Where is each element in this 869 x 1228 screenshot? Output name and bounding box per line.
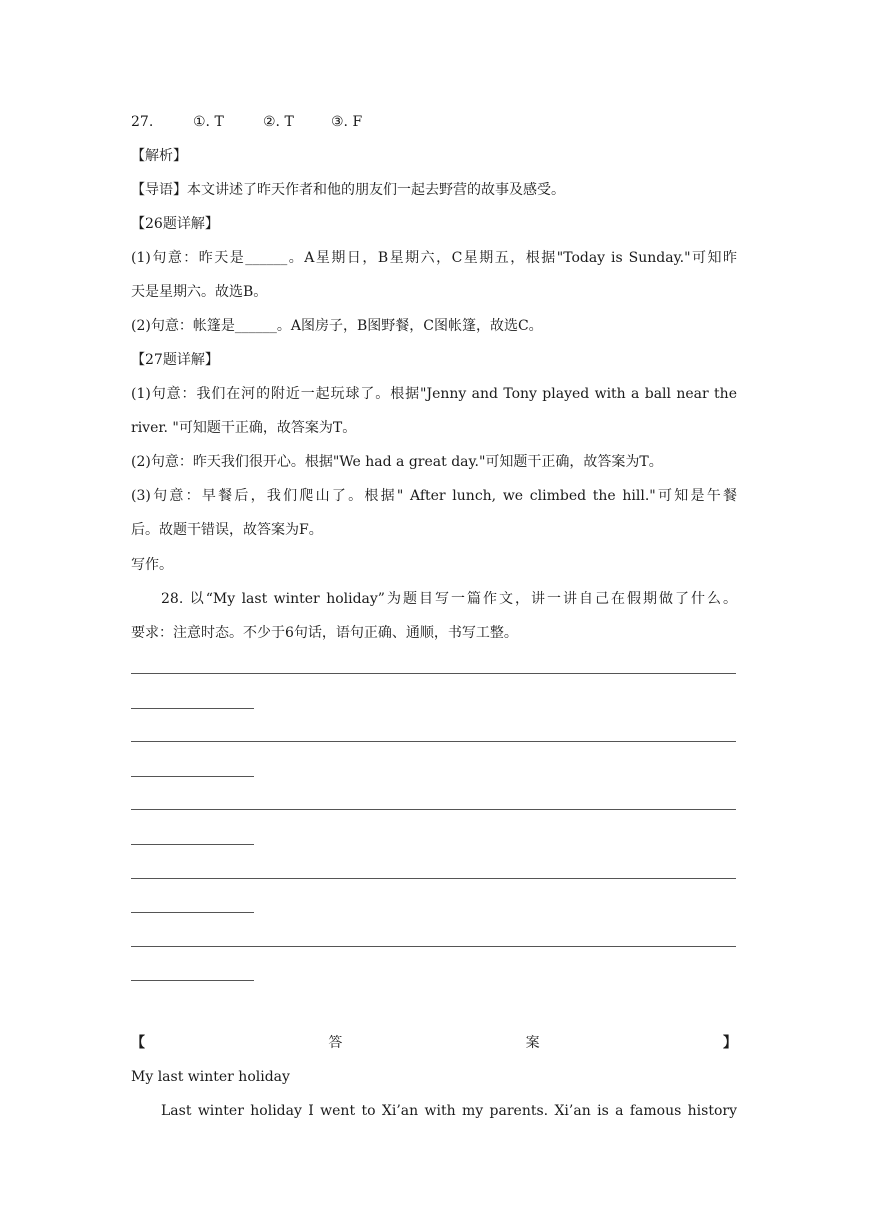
q26-part1-line1: (1)句意：昨天是______。A星期日，B星期六，C星期五，根据"Today is Sunday."可知昨 xyxy=(131,250,737,266)
essay-line-1: Last winter holiday I went to Xi’an with my parents. Xi’an is a famous history xyxy=(161,1103,737,1119)
q27-part3-line2: 后。故题干错误，故答案为F。 xyxy=(131,522,323,538)
writing-line xyxy=(131,980,254,981)
q27-part3-line1: (3)句意：早餐后，我们爬山了。根据" After lunch, we climbed the hill."可知是午餐 xyxy=(131,488,737,504)
writing-line xyxy=(131,673,736,674)
q27-answer-3: ③. F xyxy=(331,114,363,130)
q27-part1-line2: river. "可知题干正确，故答案为T。 xyxy=(131,420,357,436)
q26-part2: (2)句意：帐篷是______。A图房子，B图野餐，C图帐篷，故选C。 xyxy=(131,318,543,334)
q26-heading: 【26题详解】 xyxy=(131,216,219,232)
writing-line xyxy=(131,844,254,845)
q27-answer-2: ②. T xyxy=(263,114,294,130)
analysis-heading: 【解析】 xyxy=(131,148,187,164)
q27-answer-row xyxy=(131,112,737,132)
writing-line xyxy=(131,809,736,810)
answer-heading-close: 】 xyxy=(722,1035,737,1051)
answer-heading-char1: 答 xyxy=(328,1035,343,1051)
writing-line xyxy=(131,708,254,709)
q27-part1-line1: (1)句意：我们在河的附近一起玩球了。根据"Jenny and Tony played with a ball near the xyxy=(131,386,737,402)
answer-heading-open: 【 xyxy=(131,1035,145,1051)
q27-number: 27. xyxy=(131,114,154,130)
essay-title: My last winter holiday xyxy=(131,1069,290,1085)
q28-prompt-line1: 28. 以“My last winter holiday”为题目写一篇作文，讲一讲自己在假期做了什么。 xyxy=(161,591,737,607)
writing-line xyxy=(131,741,736,742)
answer-heading xyxy=(131,1033,737,1053)
q27-answer-1: ①. T xyxy=(193,114,224,130)
q28-prompt-line2: 要求：注意时态。不少于6句话，语句正确、通顺，书写工整。 xyxy=(131,625,518,641)
q26-part1-line2: 天是星期六。故选B。 xyxy=(131,284,268,300)
writing-line xyxy=(131,946,736,947)
q27-heading: 【27题详解】 xyxy=(131,352,219,368)
writing-line xyxy=(131,878,736,879)
writing-heading: 写作。 xyxy=(131,557,173,573)
writing-line xyxy=(131,912,254,913)
answer-heading-char2: 案 xyxy=(525,1035,540,1051)
q27-part2: (2)句意：昨天我们很开心。根据"We had a great day."可知题干正确，故答案为T。 xyxy=(131,454,663,470)
intro-text: 【导语】本文讲述了昨天作者和他的朋友们一起去野营的故事及感受。 xyxy=(131,182,565,198)
writing-line xyxy=(131,776,254,777)
